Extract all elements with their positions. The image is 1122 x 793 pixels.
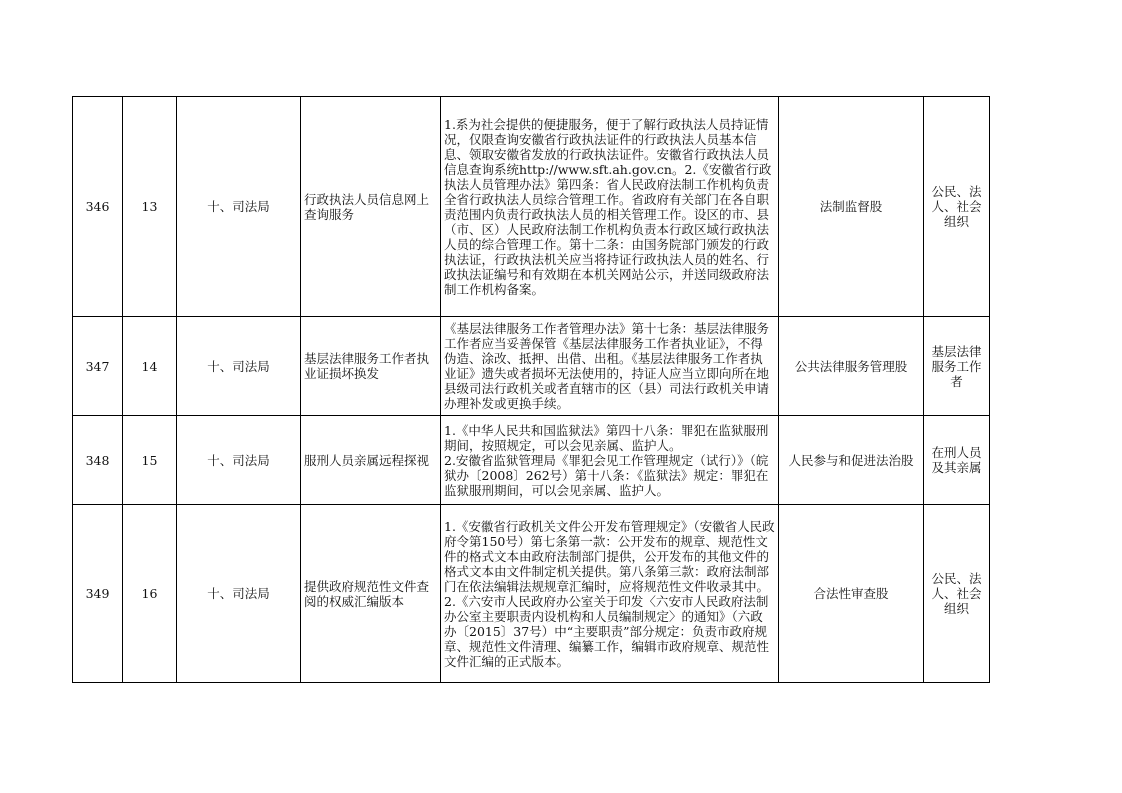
legal-basis-cell: 《基层法律服务工作者管理办法》第十七条：基层法律服务工作者应当妥善保管《基层法律服务工作者执业证》，不得伪造、涂改、抵押、出借、出租。《基层法律服务工作者执业证》遗失或者损坏无法使用的，持证人应当立即向所在地县级司法行政机关或者直辖市的区（县）司法行政机关申请办理补发或更换手续。 <box>441 317 779 416</box>
legal-basis-paragraph: 2.《六安市人民政府办公室关于印发〈六安市人民政府法制办公室主要职责内设机构和人员编制规定〉的通知》（六政办〔2015〕37号）中“主要职责”部分规定：负责市政府规章、规范性文件清理、编纂工作，编辑市政府规章、规范性文件汇编的正式版本。 <box>444 593 770 669</box>
table-row <box>73 97 990 317</box>
service-item-cell: 基层法律服务工作者执业证损坏换发 <box>301 317 441 416</box>
legal-basis-cell <box>441 505 779 683</box>
service-item-cell: 行政执法人员信息网上查询服务 <box>301 97 441 317</box>
sequence-number-cell: 348 <box>73 416 123 505</box>
department-cell: 十、司法局 <box>177 97 301 317</box>
department-cell: 十、司法局 <box>177 317 301 416</box>
table-row <box>73 317 990 416</box>
service-target-cell: 基层法律服务工作者 <box>924 317 990 416</box>
responsible-unit-cell: 合法性审查股 <box>779 505 924 683</box>
sub-number-cell: 14 <box>123 317 177 416</box>
department-cell: 十、司法局 <box>177 505 301 683</box>
sequence-number-cell: 346 <box>73 97 123 317</box>
responsible-unit-cell: 公共法律服务管理股 <box>779 317 924 416</box>
sequence-number-cell: 349 <box>73 505 123 683</box>
legal-basis-paragraph: 2.安徽省监狱管理局《罪犯会见工作管理规定（试行）》（皖狱办〔2008〕262号）第十八条：《监狱法》规定：罪犯在监狱服刑期间，可以会见亲属、监护人。 <box>444 452 769 498</box>
service-item-table <box>72 96 990 683</box>
responsible-unit-cell: 法制监督股 <box>779 97 924 317</box>
service-item-cell: 提供政府规范性文件查阅的权威汇编版本 <box>301 505 441 683</box>
service-item-cell: 服刑人员亲属远程探视 <box>301 416 441 505</box>
service-target-cell: 公民、法人、社会组织 <box>924 97 990 317</box>
legal-basis-paragraph: 1.《中华人民共和国监狱法》第四十八条：罪犯在监狱服刑期间，按照规定，可以会见亲属、监护人。 <box>444 422 769 453</box>
table-row <box>73 416 990 505</box>
service-target-cell: 公民、法人、社会组织 <box>924 505 990 683</box>
sub-number-cell: 15 <box>123 416 177 505</box>
sub-number-cell: 16 <box>123 505 177 683</box>
legal-basis-cell: 1.系为社会提供的便捷服务，便于了解行政执法人员持证情况，仅限查询安徽省行政执法证件的行政执法人员基本信息、领取安徽省发放的行政执法证件。安徽省行政执法人员信息查询系统http://www.sft.ah.gov.cn。2.《安徽省行政执法人员管理办法》第四条：省人民政府法制工作机构负责全省行政执法人员综合管理工作。省政府有关部门在各自职责范围内负责行政执法人员的相关管理工作。设区的市、县（市、区）人民政府法制工作机构负责本行政区域行政执法人员的综合管理工作。第十二条：由国务院部门颁发的行政执法证，行政执法机关应当将持证行政执法人员的姓名、行政执法证编号和有效期在本机关网站公示，并送同级政府法制工作机构备案。 <box>441 97 779 317</box>
table-row <box>73 505 990 683</box>
service-target-cell: 在刑人员及其亲属 <box>924 416 990 505</box>
legal-basis-cell <box>441 416 779 505</box>
department-cell: 十、司法局 <box>177 416 301 505</box>
sequence-number-cell: 347 <box>73 317 123 416</box>
responsible-unit-cell: 人民参与和促进法治股 <box>779 416 924 505</box>
sub-number-cell: 13 <box>123 97 177 317</box>
legal-basis-paragraph: 1.《安徽省行政机关文件公开发布管理规定》（安徽省人民政府令第150号）第七条第一款：公开发布的规章、规范性文件的格式文本由政府法制部门提供，公开发布的其他文件的格式文本由文件制定机关提供。第八条第三款：政府法制部门在依法编辑法规规章汇编时，应将规范性文件收录其中。 <box>444 518 775 594</box>
